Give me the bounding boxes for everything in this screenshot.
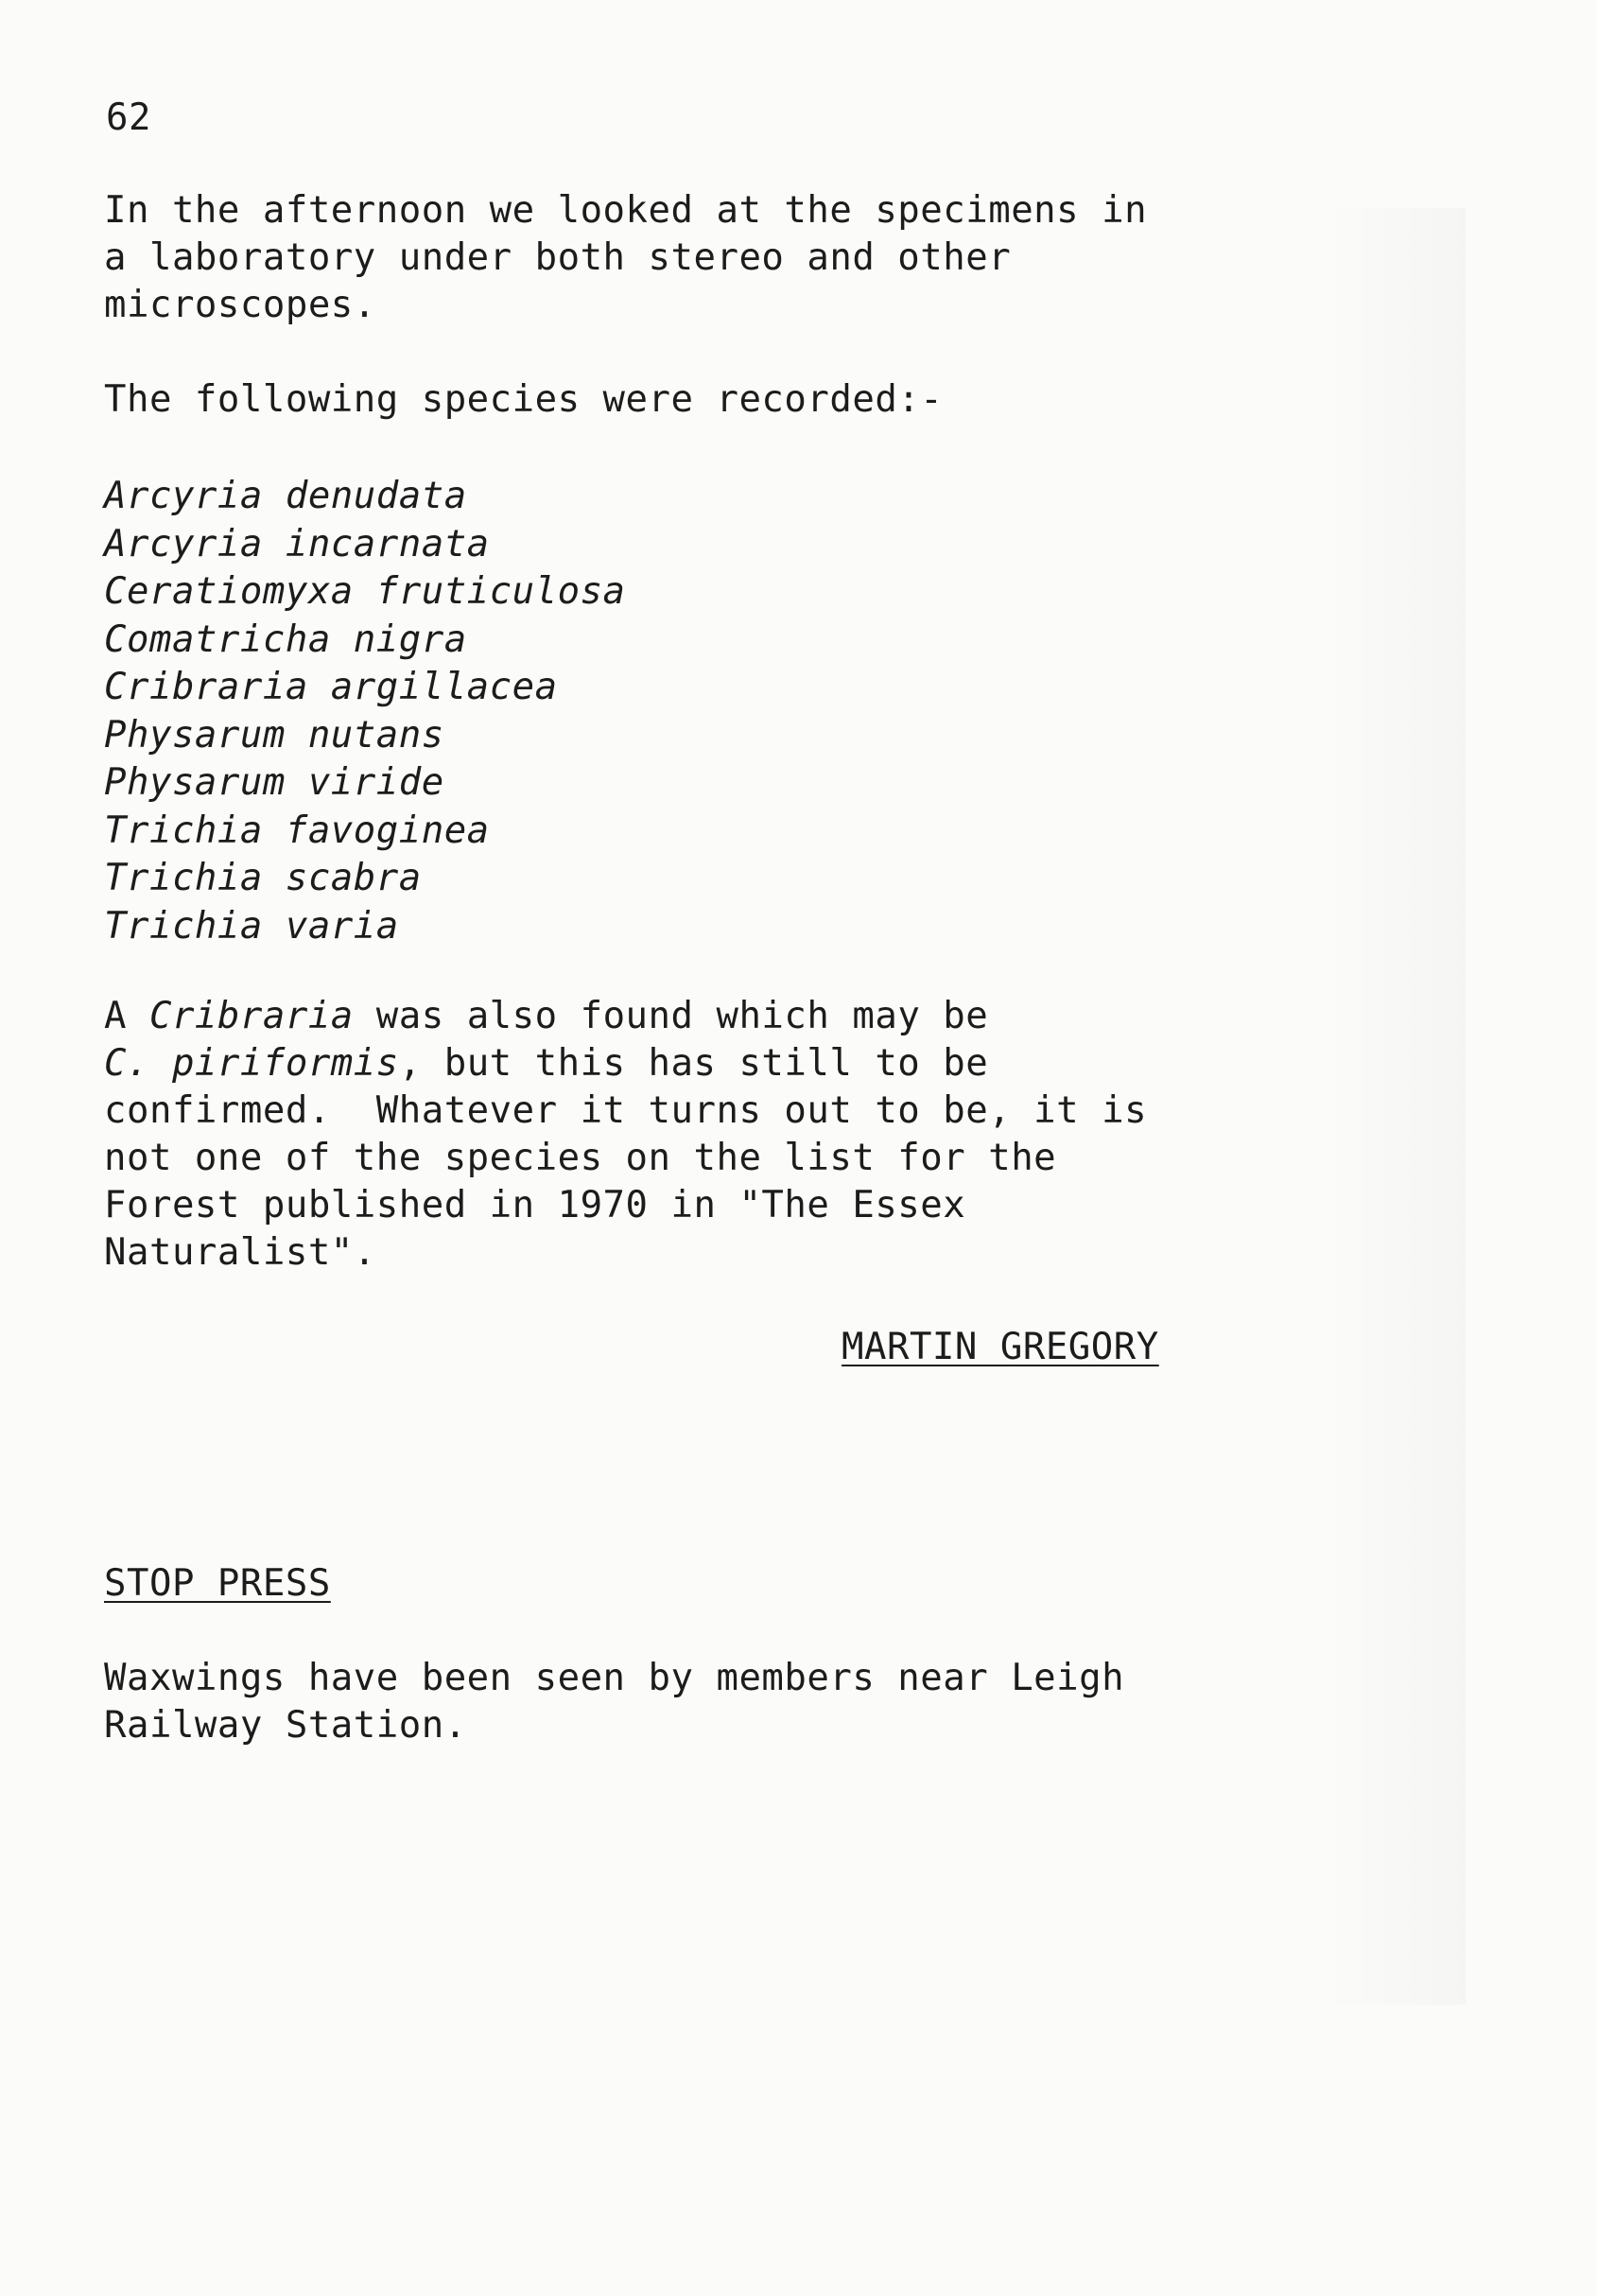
species-heading: The following species were recorded:- [104,378,944,421]
taxon-name: Cribraria [148,995,354,1037]
text-run: was also found which may be [353,995,989,1037]
text-run: A [104,995,149,1037]
species-item: Cribraria argillacea [104,666,558,708]
species-item: Arcyria incarnata [104,522,490,565]
stop-press-text [104,1655,1124,1749]
species-item: Physarum nutans [104,713,444,757]
species-item: Trichia varia [104,904,399,948]
text-run: Forest published in 1970 in "The Essex [104,1184,966,1226]
species-item: Ceratiomyxa fruticulosa [104,570,626,613]
taxon-name: C. piriformis [104,1042,399,1085]
intro-line: microscopes. [104,284,376,326]
page-number: 62 [106,96,151,139]
intro-paragraph [104,187,1147,329]
text-run: not one of the species on the list for the [104,1137,1057,1179]
text-run: Naturalist". [104,1231,376,1274]
text-run: , but this has still to be [398,1042,989,1085]
species-item: Arcyria denudata [104,475,467,517]
species-item: Physarum viride [104,761,444,804]
cribraria-paragraph [104,993,1147,1277]
species-item: Trichia favoginea [104,809,490,852]
show-through-shadow [1324,208,1466,2005]
species-item: Trichia scabra [104,857,422,899]
stop-press-line: Waxwings have been seen by members near Leigh [104,1657,1125,1699]
stop-press-heading: STOP PRESS [104,1562,331,1605]
intro-line: a laboratory under both stereo and other [104,236,1012,279]
species-item: Comatricha nigra [104,617,467,661]
author-signature: MARTIN GREGORY [842,1326,1159,1368]
species-list [104,473,626,950]
stop-press-line: Railway Station. [104,1704,467,1747]
intro-line: In the afternoon we looked at the specimens in [104,189,1148,232]
text-run: confirmed. Whatever it turns out to be, it is [104,1089,1148,1132]
